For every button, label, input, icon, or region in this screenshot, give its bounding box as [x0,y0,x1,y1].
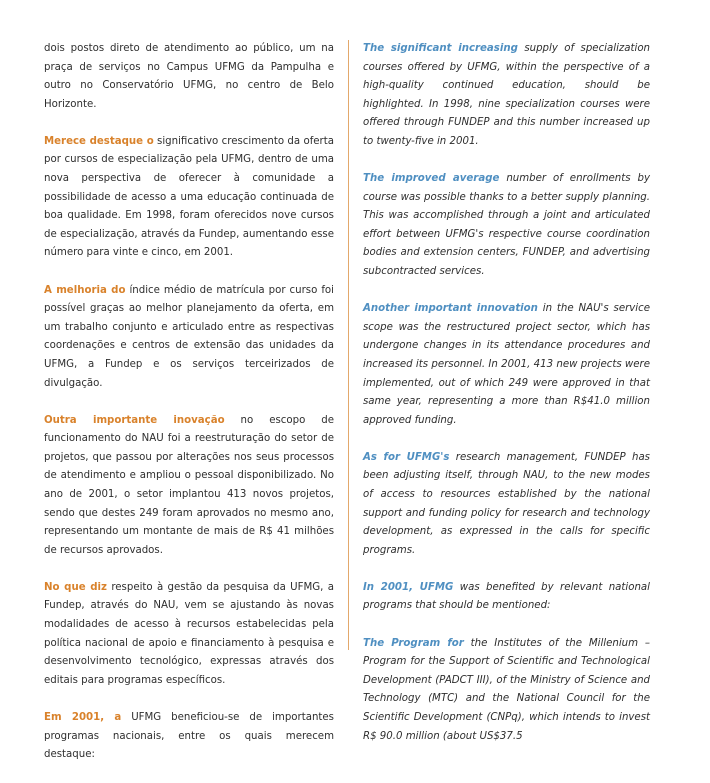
english-column [363,40,650,765]
paragraph-text: índice médio de matrícula por curso foi possível graças ao melhor planejamento da oferta, em um trabalho conjunto e articulado entre as respectivas coordenações e centros de extensão das unidades da UFMG, a Fundep e os serviços terceirizados de divulgação. [44,284,334,389]
paragraph-lead: Em 2001, a [44,711,122,723]
paragraph [44,282,334,394]
paragraph-text: no escopo de funcionamento do NAU foi a reestruturação do setor de projetos, que passou por alterações nos seus processos de atendimento e ampliou o pessoal disponibilizado. No ano de 2001, o setor implantou 413 novos projetos, sendo que destes 249 foram aprovados no mesmo ano, representando um montante de mais de R$ 41 milhões de recursos aprovados. [44,414,334,556]
paragraph [44,412,334,561]
paragraph-text: respeito à gestão da pesquisa da UFMG, a Fundep, através do NAU, vem se ajustando às novas modalidades de acesso à recursos estabelecidas pela política nacional de apoio e financiamento à pesquisa e desenvolvimento tecnológico, expressas através dos editais para programas específicos. [44,581,334,686]
paragraph [363,170,650,282]
paragraph [44,133,334,263]
paragraph-lead: Merece destaque o [44,135,154,147]
paragraph [44,579,334,691]
paragraph [44,709,334,765]
paragraph-lead: Another important innovation [363,303,538,315]
paragraph-text: supply of specialization courses offered by UFMG, within the perspective of a high-quality continued education, should be highlighted. In 1998, nine specialization courses were offered through FUNDEP and this number increased up to twenty-five in 2001. [363,43,651,147]
paragraph-text: significativo crescimento da oferta por cursos de especialização pela UFMG, dentro de uma nova perspectiva de oferecer à comunidade a possibilidade de acesso a uma educação continuada de boa qualidade. Em 1998, foram oferecidos nove cursos de especialização, através da Fundep, aumentando esse número para vinte e cinco, em 2001. [44,135,334,259]
paragraph [363,635,650,747]
paragraph-lead: In 2001, UFMG [363,581,454,593]
paragraph-lead: The improved average [363,173,500,185]
paragraph-lead: The Program for [363,637,464,649]
portuguese-column [44,40,334,783]
column-divider [348,40,349,650]
paragraph [44,40,334,114]
paragraph-lead: A melhoria do [44,284,126,296]
paragraph-text: was benefited by relevant national programs that should be mentioned: [363,581,651,612]
paragraph [363,449,650,561]
paragraph-lead: Outra importante inovação [44,414,225,426]
paragraph [363,579,650,616]
paragraph-text: research management, FUNDEP has been adjusting itself, through NAU, to the new modes of access to resources established by the national support and funding policy for research and technology development, as expressed in the calls for specific programs. [363,451,650,556]
paragraph [363,300,650,430]
paragraph-text: UFMG beneficiou-se de importantes programas nacionais, entre os quais merecem destaque: [44,711,334,761]
paragraph-lead: No que diz [44,581,107,593]
paragraph-lead: As for UFMG's [363,451,450,463]
paragraph-text: in the NAU's service scope was the restructured project sector, which has undergone changes in its attendance procedures and increased its personnel. In 2001, 413 new projects were implemented, out of which 249 were approved in that same year, representing a more than R$41.0 million approved funding. [363,303,651,426]
paragraph-text: number of enrollments by course was possible thanks to a better supply planning. This was accomplished through a joint and articulated effort between UFMG's respective course coordination bodies and extension centers, FUNDEP, and advertising subcontracted services. [363,173,650,278]
paragraph-text: dois postos direto de atendimento ao público, um na praça de serviços no Campus UFMG da Pampulha e outro no Conservatório UFMG, no centro de Belo Horizonte. [44,43,334,110]
paragraph [363,40,650,152]
paragraph-lead: The significant increasing [363,43,518,54]
paragraph-text: the Institutes of the Millenium – Program for the Support of Scientific and Technological Development (PADCT III), of the Ministry of Science and Technology (MTC) and the National Council for the Scientific Development (CNPq), which intends to invest R$ 90.0 million (about US$37.5 [363,637,650,742]
